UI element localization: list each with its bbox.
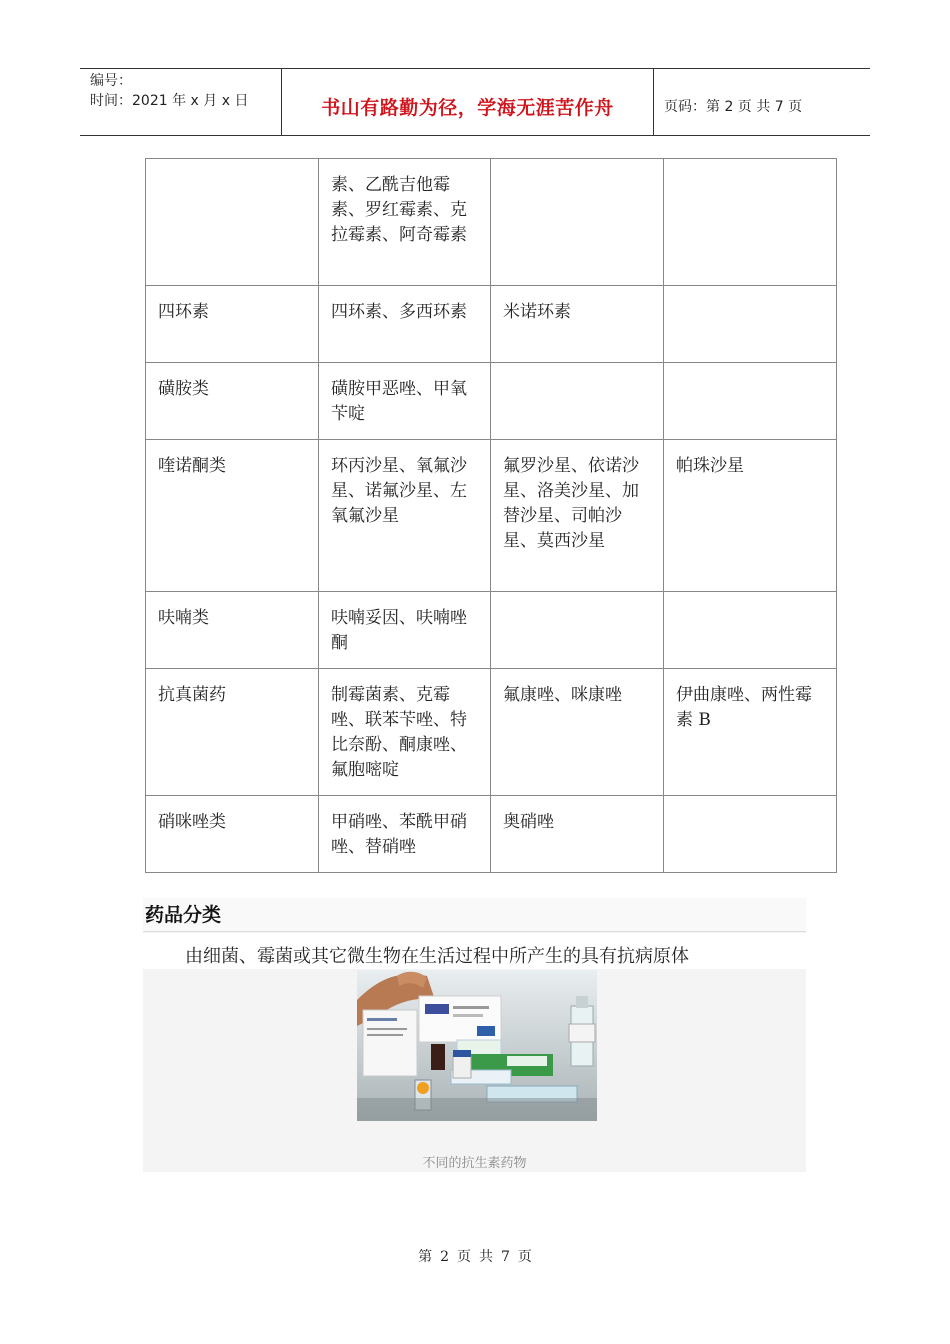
table-cell (491, 159, 664, 286)
footer-total-word: 共 (479, 1249, 493, 1265)
footer-page-word: 第 (418, 1249, 433, 1265)
table-cell (491, 363, 664, 440)
antibiotics-photo-illustration (357, 970, 597, 1121)
time-label: 时间：2021 年 x 月 x 日 (90, 93, 249, 109)
table-cell: 米诺环素 (491, 286, 664, 363)
table-row (146, 440, 837, 592)
motto: 书山有路勤为径，学海无涯苦作舟 (321, 96, 614, 119)
table-cell: 素、乙酰吉他霉素、罗红霉素、克拉霉素、阿奇霉素 (319, 159, 491, 286)
table-cell (146, 159, 319, 286)
table-row (146, 363, 837, 440)
footer-page-number: 2 (440, 1249, 449, 1265)
header-page-cell (654, 69, 870, 135)
page-footer (0, 1246, 950, 1266)
table-cell: 呋喃妥因、呋喃唑酮 (319, 592, 491, 669)
table-cell: 氟罗沙星、依诺沙星、洛美沙星、加替沙星、司帕沙星、莫西沙星 (491, 440, 664, 592)
table-cell: 喹诺酮类 (146, 440, 319, 592)
table-cell: 帕珠沙星 (664, 440, 837, 592)
table-row (146, 592, 837, 669)
table-cell (491, 592, 664, 669)
section-title: 药品分类 (143, 898, 806, 932)
table-cell: 环丙沙星、氧氟沙星、诺氟沙星、左氧氟沙星 (319, 440, 491, 592)
footer-page-unit: 页 (457, 1249, 471, 1265)
page-header (80, 68, 870, 136)
table-row (146, 286, 837, 363)
section-paragraph: 由细菌、霉菌或其它微生物在生活过程中所产生的具有抗病原体 (143, 933, 806, 969)
table-cell (664, 592, 837, 669)
number-label: 编号： (90, 73, 132, 89)
table-cell: 硝咪唑类 (146, 796, 319, 873)
table-cell: 磺胺甲恶唑、甲氧苄啶 (319, 363, 491, 440)
table-cell: 氟康唑、咪康唑 (491, 669, 664, 796)
table-cell (664, 159, 837, 286)
antibiotics-photo (357, 970, 597, 1121)
drug-classification-section (143, 898, 806, 1172)
header-motto-cell (282, 69, 654, 135)
footer-total-unit: 页 (517, 1249, 532, 1265)
table-cell (664, 286, 837, 363)
image-caption: 不同的抗生素药物 (422, 1156, 527, 1171)
table-row (146, 159, 837, 286)
header-meta (80, 69, 282, 135)
table-cell: 伊曲康唑、两性霉素 B (664, 669, 837, 796)
table-row (146, 796, 837, 873)
table-cell: 奥硝唑 (491, 796, 664, 873)
footer-total-number: 7 (501, 1249, 510, 1265)
table-cell: 四环素、多西环素 (319, 286, 491, 363)
table-cell (664, 796, 837, 873)
table-cell: 磺胺类 (146, 363, 319, 440)
table-cell: 四环素 (146, 286, 319, 363)
table-cell: 呋喃类 (146, 592, 319, 669)
table-cell: 甲硝唑、苯酰甲硝唑、替硝唑 (319, 796, 491, 873)
table-cell (664, 363, 837, 440)
table-cell: 制霉菌素、克霉唑、联苯苄唑、特比奈酚、酮康唑、氟胞嘧啶 (319, 669, 491, 796)
table-row (146, 669, 837, 796)
page-label: 页码：第 2 页 共 7 页 (664, 99, 803, 115)
drug-table (145, 158, 837, 873)
table-cell: 抗真菌药 (146, 669, 319, 796)
